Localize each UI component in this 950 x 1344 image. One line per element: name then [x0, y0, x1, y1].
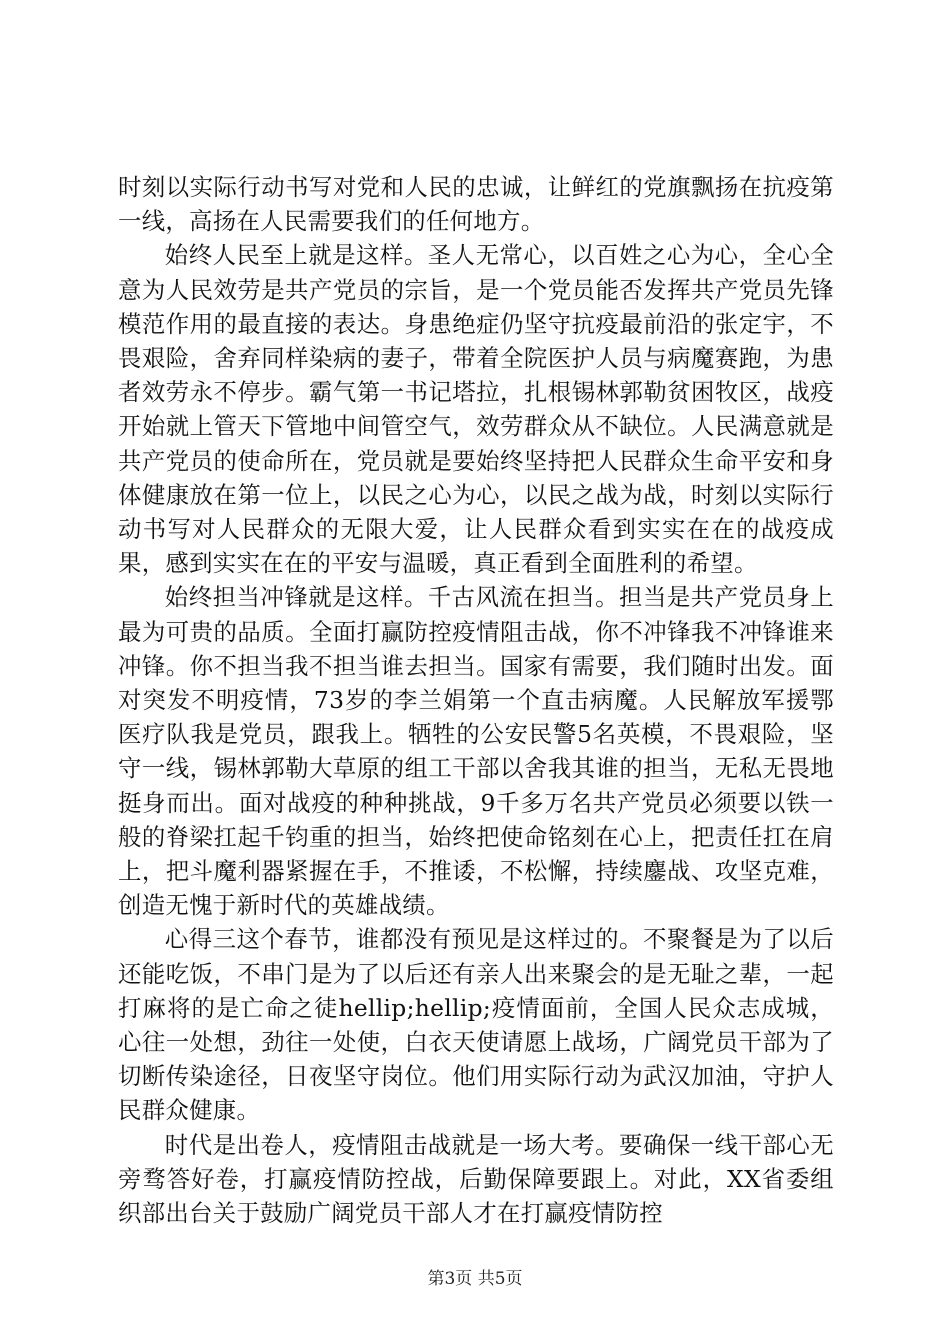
page-footer: 第3页 共5页 — [427, 1269, 523, 1289]
paragraph-great-exam: 时代是出卷人，疫情阻击战就是一场大考。要确保一线干部心无旁骛答好卷，打赢疫情防控战，后勤保障要跟上。对此，XX省委组织部出台关于鼓励广阔党员干部人才在打赢疫情防控 — [118, 1130, 834, 1228]
paragraph-people-first: 始终人民至上就是这样。圣人无常心，以百姓之心为心，全心全意为人民效劳是共产党员的宗旨，是一个党员能否发挥共产党员先锋模范作用的最直接的表达。身患绝症仍坚守抗疫最前沿的张定宇，不畏艰险，舍弃同样染病的妻子，带着全院医护人员与病魔赛跑，为患者效劳永不停步。霸气第一书记塔拉，扎根锡林郭勒贫困牧区，战疫开始就上管天下管地中间管空气，效劳群众从不缺位。人民满意就是共产党员的使命所在，党员就是要始终坚持把人民群众生命平安和身体健康放在第一位上，以民之心为心，以民之战为战，时刻以实际行动书写对人民群众的无限大爱，让人民群众看到实实在在的战疫成果，感到实实在在的平安与温暖，真正看到全面胜利的希望。 — [118, 241, 834, 578]
document-body — [118, 170, 834, 1230]
paragraph-continuation: 时刻以实际行动书写对党和人民的忠诚，让鲜红的党旗飘扬在抗疫第一线，高扬在人民需要我们的任何地方。 — [118, 173, 834, 236]
paragraph-experience-three: 心得三这个春节，谁都没有预见是这样过的。不聚餐是为了以后还能吃饭，不串门是为了以后还有亲人出来聚会的是无耻之辈，一起打麻将的是亡命之徒hellip;hellip;疫情面前，全国人民众志成城，心往一处想，劲往一处使，白衣天使请愿上战场，广阔党员干部为了切断传染途径，日夜坚守岗位。他们用实际行动为武汉加油，守护人民群众健康。 — [118, 925, 834, 1125]
paragraph-responsibility: 始终担当冲锋就是这样。千古风流在担当。担当是共产党员身上最为可贵的品质。全面打赢防控疫情阻击战，你不冲锋我不冲锋谁来冲锋。你不担当我不担当谁去担当。国家有需要，我们随时出发。面对突发不明疫情，73岁的李兰娟第一个直击病魔。人民解放军援鄂医疗队我是党员，跟我上。牺牲的公安民警5名英模，不畏艰险，坚守一线，锡林郭勒大草原的组工干部以舍我其谁的担当，无私无畏地挺身而出。面对战疫的种种挑战，9千多万名共产党员必须要以铁一般的脊梁扛起千钧重的担当，始终把使命铭刻在心上，把责任扛在肩上，把斗魔利器紧握在手，不推诿，不松懈，持续鏖战、攻坚克难，创造无愧于新时代的英雄战绩。 — [118, 583, 834, 920]
